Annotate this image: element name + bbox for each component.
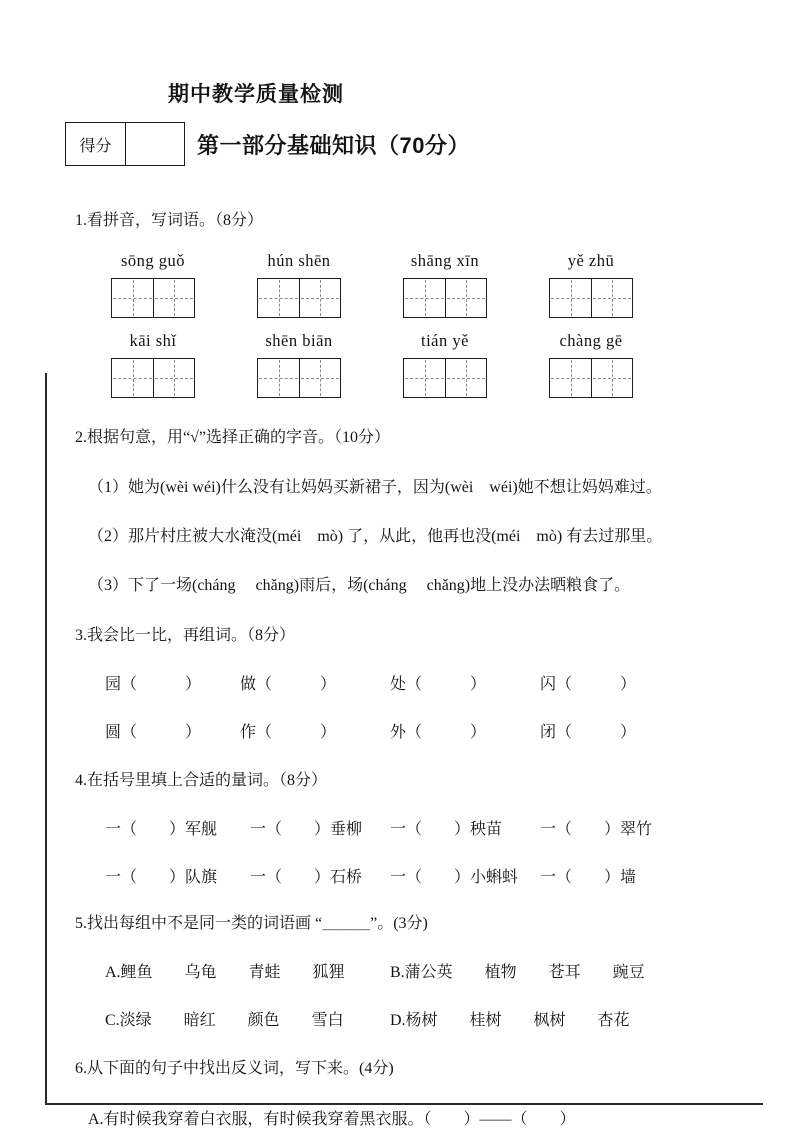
pinyin-label: shēn biān: [265, 331, 333, 350]
score-label: 得分: [79, 137, 112, 155]
writing-cell[interactable]: [112, 359, 153, 397]
word-blank: 做（ ）: [240, 676, 337, 693]
writing-grid[interactable]: [111, 358, 195, 398]
pinyin-label: tián yě: [421, 331, 469, 350]
question-1-prompt: 1.看拼音，写词语。（8分）: [75, 212, 264, 229]
measure-word-blank: 一（ ）垂柳: [250, 821, 363, 838]
writing-cell[interactable]: [591, 359, 632, 397]
writing-grid[interactable]: [257, 278, 341, 318]
word-blank: 园（ ）: [105, 676, 202, 693]
q2-item-1: （1）她为(wèi wéi)什么没有让妈妈买新裙子，因为(wèi wéi)她不想让妈妈难过。: [88, 479, 662, 496]
question-3-prompt: 3.我会比一比，再组词。（8分）: [75, 627, 296, 644]
word-blank: 闭（ ）: [540, 724, 637, 741]
writing-cell[interactable]: [404, 359, 445, 397]
writing-cell[interactable]: [153, 279, 194, 317]
pinyin-word-group: [110, 331, 196, 398]
writing-cell[interactable]: [550, 279, 591, 317]
pinyin-word-group: [402, 331, 488, 398]
writing-grid[interactable]: [549, 358, 633, 398]
measure-word-blank: 一（ ）石桥: [250, 869, 363, 886]
word-blank: 闪（ ）: [540, 676, 637, 693]
measure-word-blank: 一（ ）军舰: [105, 821, 218, 838]
measure-word-blank: 一（ ）墙: [540, 869, 637, 886]
writing-cell[interactable]: [550, 359, 591, 397]
word-blank: 处（ ）: [390, 676, 487, 693]
q5-row-2: [75, 1007, 763, 1030]
writing-grid[interactable]: [549, 278, 633, 318]
question-5-prompt: 5.找出每组中不是同一类的词语画 “＿＿＿”。(3分): [75, 915, 428, 932]
section-heading: 第一部分基础知识（70分）: [197, 132, 470, 158]
question-1: [75, 211, 763, 398]
word-group-a: A.鲤鱼 乌龟 青蛙 狐狸: [105, 964, 345, 981]
writing-cell[interactable]: [299, 279, 340, 317]
pinyin-word-group: [110, 251, 196, 318]
word-blank: 圆（ ）: [105, 724, 202, 741]
pinyin-label: hún shēn: [267, 251, 331, 270]
question-3: [75, 626, 763, 742]
pinyin-label: chàng gē: [559, 331, 623, 350]
q2-item-2: （2）那片村庄被大水淹没(méi mò) 了，从此，他再也没(méi mò) 有去过那里。: [88, 528, 663, 545]
writing-cell[interactable]: [153, 359, 194, 397]
question-2-prompt: 2.根据句意，用“√”选择正确的字音。（10分）: [75, 429, 390, 446]
pinyin-word-group: [256, 251, 342, 318]
pinyin-label: shāng xīn: [410, 251, 480, 270]
pinyin-word-group: [402, 251, 488, 318]
pinyin-label: kāi shǐ: [129, 331, 177, 350]
page-title: 期中教学质量检测: [168, 83, 344, 106]
writing-grid[interactable]: [111, 278, 195, 318]
word-group-d: D.杨树 桂树 枫树 杏花: [390, 1012, 630, 1029]
page-border-bottom: [45, 1103, 763, 1105]
pinyin-word-group: [548, 331, 634, 398]
writing-cell[interactable]: [591, 279, 632, 317]
writing-grid[interactable]: [403, 278, 487, 318]
writing-cell[interactable]: [299, 359, 340, 397]
measure-word-blank: 一（ ）秧苗: [390, 821, 503, 838]
pinyin-label: sōng guǒ: [120, 251, 186, 270]
q4-row-2: [75, 864, 763, 887]
writing-cell[interactable]: [445, 359, 486, 397]
writing-cell[interactable]: [258, 279, 299, 317]
writing-cell[interactable]: [404, 279, 445, 317]
q2-item-3: （3）下了一场(cháng chǎng)雨后，场(cháng chǎng)地上没办法晒粮食了。: [88, 577, 631, 594]
question-6: [75, 1059, 763, 1129]
q4-row-1: [75, 816, 763, 839]
pinyin-label: yě zhū: [567, 251, 615, 270]
writing-grid[interactable]: [257, 358, 341, 398]
score-value-cell[interactable]: [125, 123, 184, 165]
pinyin-word-group: [256, 331, 342, 398]
q5-row-1: [75, 959, 763, 982]
q3-row-2: [75, 719, 763, 742]
word-group-c: C.淡绿 暗红 颜色 雪白: [105, 1012, 344, 1029]
word-blank: 外（ ）: [390, 724, 487, 741]
writing-cell[interactable]: [112, 279, 153, 317]
word-blank: 作（ ）: [240, 724, 337, 741]
word-group-b: B.蒲公英 植物 苍耳 豌豆: [390, 964, 645, 981]
writing-grid[interactable]: [403, 358, 487, 398]
q6-item-a: A.有时候我穿着白衣服，有时候我穿着黑衣服。（ ）——（ ）: [88, 1111, 576, 1128]
pinyin-word-group: [548, 251, 634, 318]
writing-cell[interactable]: [445, 279, 486, 317]
measure-word-blank: 一（ ）小蝌蚪: [390, 869, 519, 886]
page-border-left: [45, 373, 47, 1105]
question-2: [75, 428, 763, 595]
question-6-prompt: 6.从下面的句子中找出反义词，写下来。(4分): [75, 1060, 394, 1077]
question-4: [75, 771, 763, 887]
question-4-prompt: 4.在括号里填上合适的量词。（8分）: [75, 772, 328, 789]
score-box: [65, 122, 185, 166]
q1-word-row-2: [75, 331, 763, 398]
q3-row-1: [75, 671, 763, 694]
q1-word-row-1: [75, 251, 763, 318]
score-header: [65, 122, 763, 166]
measure-word-blank: 一（ ）队旗: [105, 869, 218, 886]
writing-cell[interactable]: [258, 359, 299, 397]
measure-word-blank: 一（ ）翠竹: [540, 821, 653, 838]
question-5: [75, 914, 763, 1030]
